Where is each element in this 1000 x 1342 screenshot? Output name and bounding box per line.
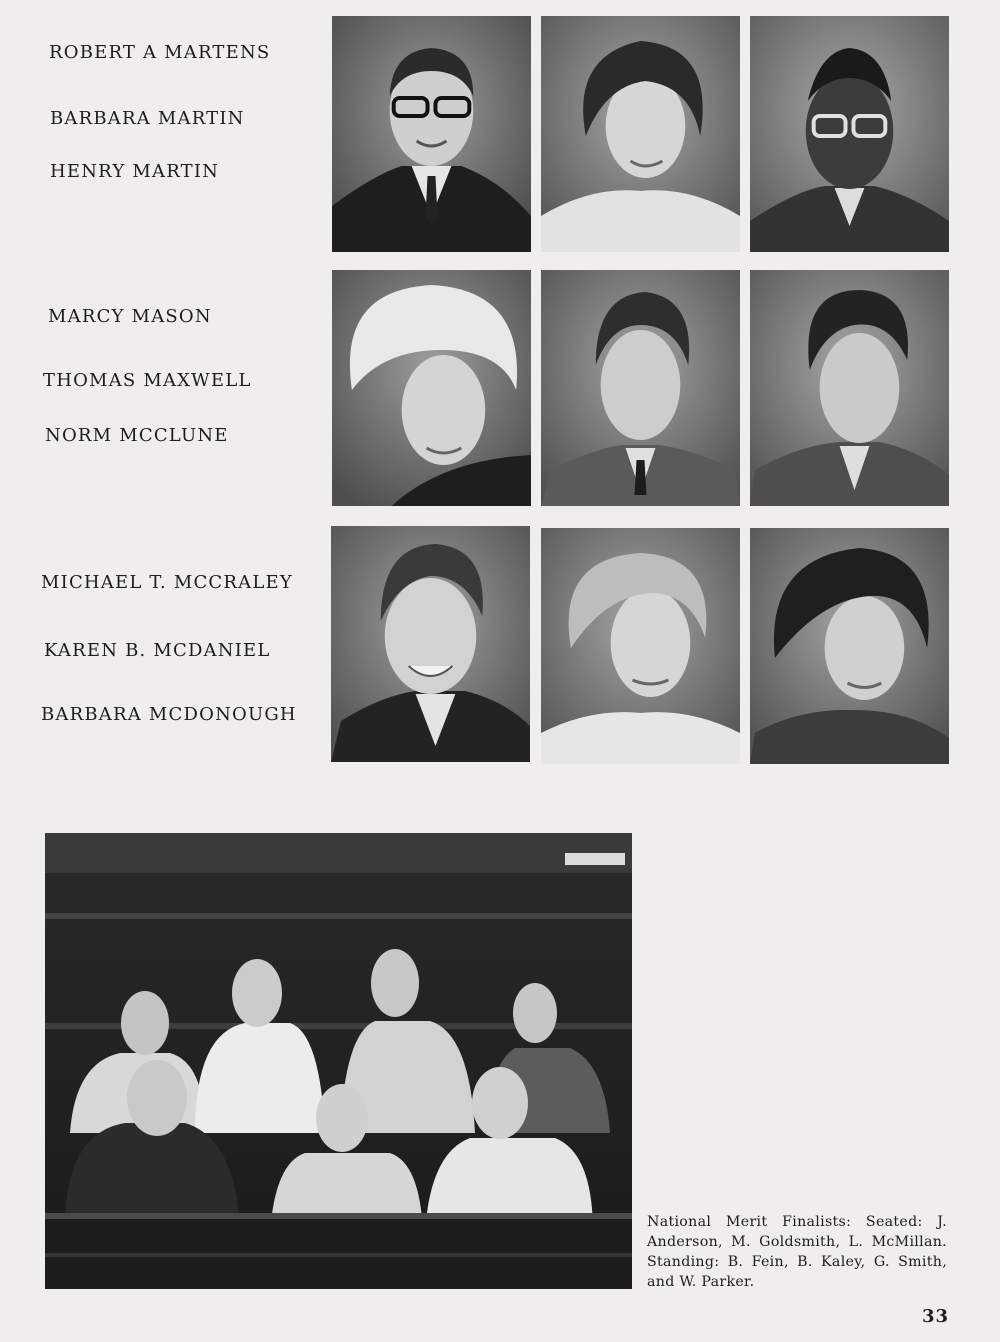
name-robert-a-martens: ROBERT A MARTENS <box>49 42 271 63</box>
portrait-thomas-maxwell <box>541 270 740 506</box>
name-norm-mcclune: NORM MCCLUNE <box>45 425 229 446</box>
name-henry-martin: HENRY MARTIN <box>50 161 220 182</box>
group-photo-national-merit-finalists <box>45 833 632 1289</box>
portrait-karen-b-mcdaniel <box>541 528 740 764</box>
portrait-michael-t-mccraley <box>331 526 530 762</box>
name-marcy-mason: MARCY MASON <box>48 306 212 327</box>
name-thomas-maxwell: THOMAS MAXWELL <box>43 370 252 391</box>
portrait-henry-martin <box>750 16 949 252</box>
portrait-robert-a-martens <box>332 16 531 252</box>
name-michael-t-mccraley: MICHAEL T. MCCRALEY <box>41 572 293 593</box>
name-barbara-martin: BARBARA MARTIN <box>50 108 245 129</box>
name-karen-b-mcdaniel: KAREN B. MCDANIEL <box>44 640 271 661</box>
name-barbara-mcdonough: BARBARA MCDONOUGH <box>41 704 297 725</box>
portrait-barbara-martin <box>541 16 740 252</box>
portrait-norm-mcclune <box>750 270 949 506</box>
portrait-marcy-mason <box>332 270 531 506</box>
portrait-barbara-mcdonough <box>750 528 949 764</box>
group-photo-caption: National Merit Finalists: Seated: J. Anderson, M. Goldsmith, L. McMillan. Standing: B. Fein, B. Kaley, G. Smith, and W. Parker. <box>647 1214 947 1290</box>
page-number: 33 <box>922 1306 950 1327</box>
